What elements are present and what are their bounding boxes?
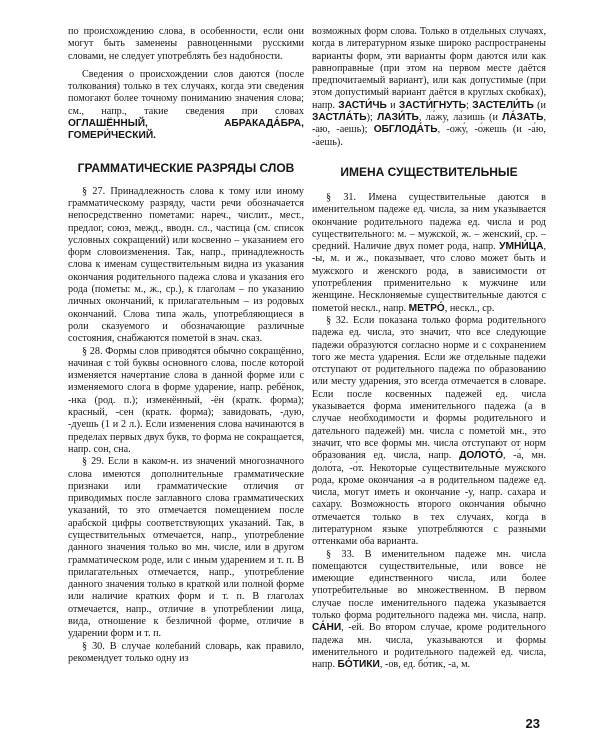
section-32-text-end: , -а́, мн. доло́та, -о́т. Некоторые существительные мужского рода, кроме окончания -а в родительном падеже ед. числа, могут иметь и окончание -у, напр. сахара и сахару. Возможность второго окончания обычно отмечается только в тех случаях, когда в литературном языке употребляются с разными оттенками оба варианта. xyxy=(312,450,546,548)
headword-obglodat: ОБГЛОДА́ТЬ xyxy=(373,124,438,136)
section-32-text: § 32. Если показана только форма родительного падежа ед. числа, это значит, что все следующие падежи образуются согласно норме и с сохранением того же места ударения. Если же отдельные падежи отступают от родительного падежа по образованию или месту ударения, это всегда отмечается в словаре. Если после косвенных падежей ед. числа указывается форма именительного падежа (а в случае необходимости и формы родительного и дательного падежей) мн. числа с пометой мн., это значит, что все формы мн. числа отступают от норм образования ед. числа, напр. xyxy=(312,314,546,462)
section-30: § 30. В случае колебаний словарь, как правило, рекомендует только одну из xyxy=(68,640,304,664)
variants-connector: ; xyxy=(466,99,473,111)
left-column xyxy=(68,26,304,665)
paragraph-origin-text: Сведения о происхождении слов даются (после толкования) только в тех случаях, когда эти сведения помогают более точному пониманию значения слова; см., напр., такие сведения при словах xyxy=(68,68,304,117)
section-heading-nouns: ИМЕНА СУЩЕСТВИТЕЛЬНЫЕ xyxy=(340,164,518,179)
variants-forms: , -аю, -аешь); xyxy=(312,112,546,136)
section-31-text-end: , нескл., ср. xyxy=(444,302,495,314)
variants-connector: ); xyxy=(366,112,378,124)
headword-lazat: ЛА́ЗАТЬ xyxy=(502,112,544,124)
headword-doloto: ДОЛОТО́ xyxy=(459,450,503,462)
section-heading-grammar: ГРАММАТИЧЕСКИЕ РАЗРЯДЫ СЛОВ xyxy=(77,160,295,175)
headword-metro: МЕТРО́ xyxy=(408,302,445,314)
paragraph-variants xyxy=(312,26,546,149)
headword-sani: СА́НИ xyxy=(312,622,342,634)
variants-forms: , -ожу́, -о́жешь (и -а́ю, -а́ешь). xyxy=(312,124,546,148)
section-33-text-mid: , -е́й. Во втором случае, кроме родительного падежа мн. числа, указываются и формы именительного и родительного падежей ед. числа, напр. xyxy=(312,622,546,671)
right-column xyxy=(312,26,546,672)
headword-zastignut: ЗАСТИ́ГНУТЬ xyxy=(398,99,467,111)
paragraph-origin-info xyxy=(68,69,304,143)
headword-examples: ОГЛАШЁННЫЙ, АБРАКАДА́БРА, ГОМЕРИ́ЧЕСКИЙ. xyxy=(68,118,304,142)
section-33 xyxy=(312,549,546,672)
variants-text: возможных форм слова. Только в отдельных случаях, когда в литературном языке широко распространены варианты форм, эти варианты форм даются или как равноправные (при этом на первом месте даётся предпочитаемый вариант), или как допустимые (при этом допустимый вариант даётся в круглых скобках), напр. xyxy=(312,26,546,111)
section-31 xyxy=(312,192,546,315)
variants-forms: , ла́жу, ла́зишь (и xyxy=(418,112,503,124)
section-33-text: § 33. В именительном падеже мн. числа помещаются существительные, или вовсе не имеющие единственного числа, или более употребительные во множественном. В первом случае после именительного падежа указывается только форма родительного падежа мн. числа, напр. xyxy=(312,548,546,622)
section-31-text: § 31. Имена существительные даются в именительном падеже ед. числа, за ним указывается окончание родительного падежа ед. числа и род существительного: м. – мужской, ж. – женский, ср. – средний. Наличие двух помет рода, напр. xyxy=(312,191,546,253)
section-27: § 27. Принадлежность слова к тому или иному грамматическому разряду, части речи обозначается непосредственно пометами: нареч., числит., мест., предлог, союз, межд., вводн. сл., частица (см. список условных сокращений) или косвенно – указанием его форм словоизменения. Так, напр., принадлежность слова к именам существительным видна из указания окончания родительного падежа слова и указания его рода (пометы: м., ж., ср.), к глаголам – по указанию личных окончаний, к прилагательным – из родовых окончаний. Слова типа жаль, употребляющиеся в роли сказуемого и обозначающие различные состояния, снабжаются пометой в знач. сказ. xyxy=(68,185,304,345)
section-32 xyxy=(312,315,546,549)
section-31-text-mid: , -ы, м. и ж., показывает, что слово может быть и мужского и женского рода, в зависимости от употребления применительно к мужчине или женщине. Несклоняемые существительные даются с пометой нескл., напр. xyxy=(312,241,546,314)
headword-lazit: ЛАЗИ́ТЬ xyxy=(377,112,419,124)
headword-botiki: БО́ТИКИ xyxy=(337,659,380,671)
headword-umnitsa: УМНИ́ЦА xyxy=(499,241,544,253)
variants-connector: и xyxy=(386,99,399,111)
section-29: § 29. Если в каком-н. из значений многозначного слова имеются дополнительные грамматические признаки или грамматические отличия от приводимых после заглавного слова грамматических указаний, то это отмечается помещением после арабской цифры соответствующих указаний. Так, в существительных отмечается, напр., употребление данного значения только во мн. числе, или в другом грамматическом роде, или с иным ударением и т. п. В прилагательных отмечается, напр., употребление данного значения только в краткой или полной форме или наличие кратких форм и т. п. В глаголах отмечается, напр., отличие в употреблении лица, вида, отношение к безличной форме, отличие в ударении форм и т. п. xyxy=(68,456,304,640)
page-number: 23 xyxy=(525,716,540,731)
headword-zastlat: ЗАСТЛА́ТЬ xyxy=(312,112,367,124)
section-28: § 28. Формы слов приводятся обычно сокращённо, начиная с той буквы основного слова, после которой изменяется начертание слова в данной форме или с изменяемого слога в форме ударение, напр. ребёнок, -нка (род. п.); изменённый, -ён (кратк. форма); красный, -сен (кратк. форма); завидовать, -дую, -дуешь (1 и 2 л.). Если изменения слова начинаются в пределах первых двух букв, то форма не сокращается, напр. сон, сна. xyxy=(68,345,304,455)
headword-zastich: ЗАСТИ́ЧЬ xyxy=(338,99,387,111)
headword-zastelit: ЗАСТЕЛИ́ТЬ xyxy=(472,99,534,111)
paragraph-continuation: по происхождению слова, в особенности, если они могут быть заменены равноценными русскими словами, не следует употреблять без надобности. xyxy=(68,26,304,62)
section-33-text-end: , -ов, ед. бо́тик, -а, м. xyxy=(379,659,471,671)
variants-connector: (и xyxy=(533,99,546,111)
